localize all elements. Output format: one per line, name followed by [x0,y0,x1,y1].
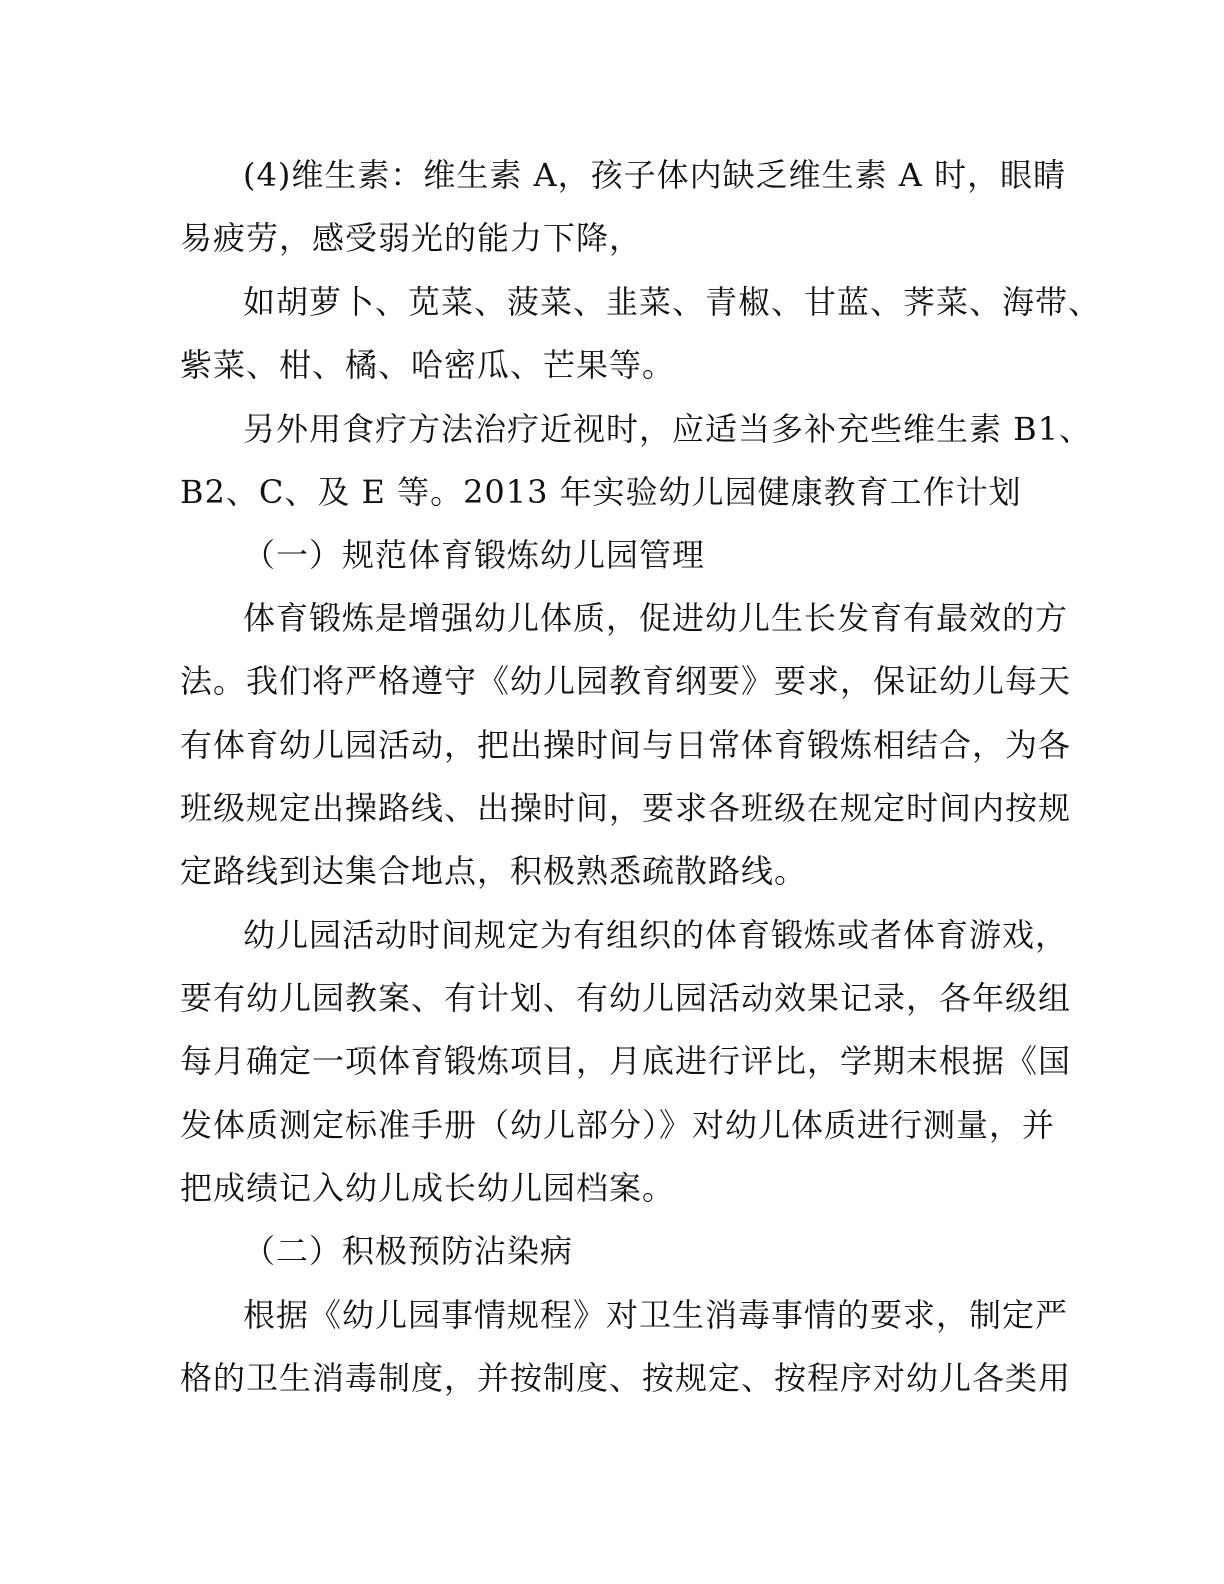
paragraph-line: 要有幼儿园教案、有计划、有幼儿园活动效果记录，各年级组 [180,979,1072,1017]
paragraph-line: 易疲劳，感受弱光的能力下降， [180,219,643,257]
paragraph-line: 如胡萝卜、苋菜、菠菜、韭菜、青椒、甘蓝、荠菜、海带、 [243,283,1102,321]
paragraph-line: 紫菜、柑、橘、哈密瓜、芒果等。 [180,346,676,384]
paragraph-line: (4)维生素：维生素 A，孩子体内缺乏维生素 A 时，眼睛 [243,156,1067,194]
paragraph-line: 幼儿园活动时间规定为有组织的体育锻炼或者体育游戏， [243,916,1069,954]
paragraph-line: 有体育幼儿园活动，把出操时间与日常体育锻炼相结合，为各 [180,726,1072,764]
paragraph-line: 发体质测定标准手册（幼儿部分）》对幼儿体质进行测量，并 [180,1106,1056,1144]
paragraph-line: 定路线到达集合地点，积极熟悉疏散路线。 [180,852,808,890]
paragraph-line: 每月确定一项体育锻炼项目，月底进行评比，学期末根据《国 [180,1042,1072,1080]
paragraph-line: 班级规定出操路线、出操时间，要求各班级在规定时间内按规 [180,789,1072,827]
paragraph-line: 法。我们将严格遵守《幼儿园教育纲要》要求，保证幼儿每天 [180,662,1072,700]
paragraph-line: 体育锻炼是增强幼儿体质，促进幼儿生长发育有最效的方 [243,599,1069,637]
section-heading: （二）积极预防沾染病 [243,1232,574,1270]
section-heading: （一）规范体育锻炼幼儿园管理 [243,536,706,574]
paragraph-line: 把成绩记入幼儿成长幼儿园档案。 [180,1169,676,1207]
paragraph-line: 另外用食疗方法治疗近视时，应适当多补充些维生素 B1、 [243,410,1093,448]
paragraph-line: 格的卫生消毒制度，并按制度、按规定、按程序对幼儿各类用 [180,1359,1072,1397]
paragraph-line: B2、C、及 E 等。2013 年实验幼儿园健康教育工作计划 [180,473,1022,511]
paragraph-line: 根据《幼儿园事情规程》对卫生消毒事情的要求，制定严 [243,1296,1069,1334]
